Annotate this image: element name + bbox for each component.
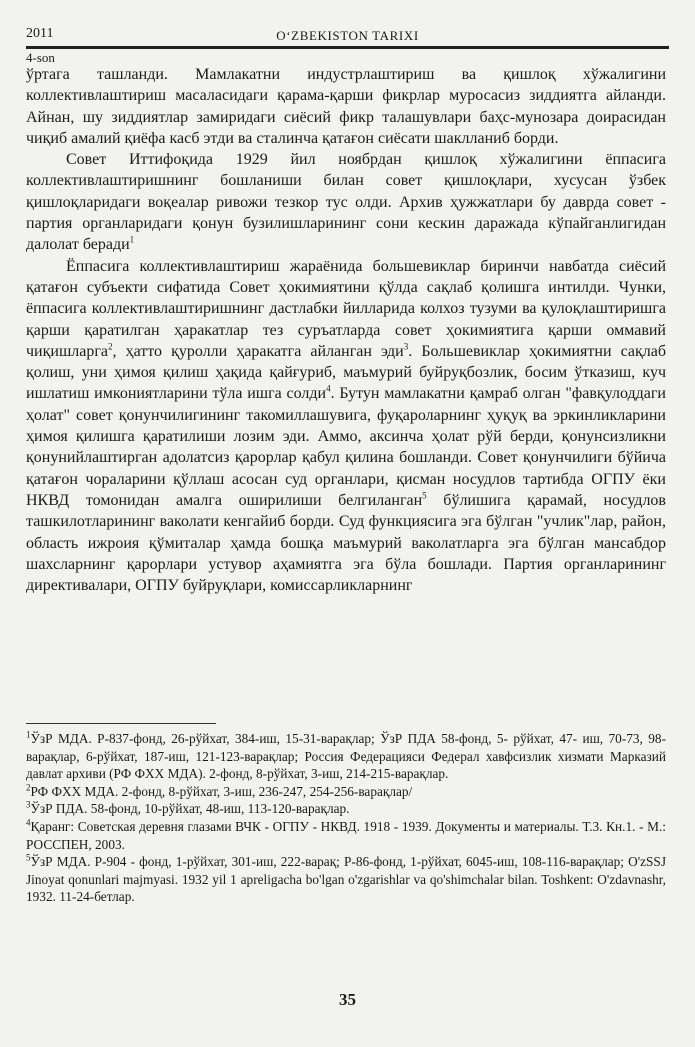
footnote: $^2$РФ ФХХ МДА. 2-фонд, 8-рўйхат, 3-иш, 236-247, 254-256-варақлар/ [26, 782, 413, 799]
running-header [26, 26, 669, 48]
header-issue: 4-son [26, 50, 55, 65]
header-year: 2011 [26, 26, 54, 41]
footnote-ref-4[interactable]: 4 [326, 384, 331, 395]
footnote: $^3$ЎзР ПДА. 58-фонд, 10-рўйхат, 48-иш, 113-120-варақлар. [26, 799, 350, 817]
paragraph-1: ўртага ташланди. Мамлакатни индустрлаштириш ва қишлоқ хўжалигини коллективлаштириш масаласидаги қарама-қарши фикрлар муросасиз зиддиятга айланди. Айнан, шу зиддиятлар замиридаги сиёсий фикр талашувлари баҳс-мунозара доирасидан чиқиб амалий қиёфа касб этди ва сталинча қатағон сиёсати шаклланиб борди. [26, 66, 666, 147]
footnote-ref-5[interactable]: 5 [422, 490, 427, 501]
footnote: $^4$Қаранг: Советская деревня глазами ВЧК - ОГПУ - НКВД. 1918 - 1939. Документы и материалы. Т.3. Кн.1. - М.: РОССПЕН, 2003. [26, 817, 666, 852]
header-rule [26, 46, 669, 49]
paragraph-3: Ёппасига коллективлаштириш жараёнида большевиклар биринчи навбатда сиёсий қатағон субъекти сифатида Совет ҳокимиятини қўлда сақлаб қолишга интилди. Чунки, ёппасига коллективлаштиришнинг дастлабки йилларида колхоз тузуми ва қулоқлаштиришга қарши қаратилган ҳаракатлар тез суръатларда совет ҳокимиятига қарши оммавий чиқишларга$^2$, ҳатто қуролли ҳаракатга айланган эди$^3$. Большевиклар ҳокимиятни сақлаб қолиш, уни ҳимоя қилиш ҳақида қайғуриб, маъмурий буйруқбозлик, босим ўтказиш, куч ишлатиш имкониятларини тўла ишга солди$^4$. Бутун мамлакатни қамраб олган "фавқулоддаги ҳолат" совет қонунчилигининг такомиллашувига, фуқароларнинг ҳуқуқ ва эркинликларини ҳимоя қилишга қаратилиши лозим эди. Аммо, аксинча ҳолат рўй берди, қонунсизликни қонунийлаштирган адолатсиз қарорлар қабул қилина бошланди. Совет қонунчилиги бўйича қатағон чораларини қўллаш асосан суд органлари, қисман носудлов тартибда ОГПУ ёки НКВД томонидан амалга оширилиши белгиланган$^5$ бўлишига қарамай, носудлов ташкилотларининг ваколати кенгайиб борди. Суд функциясига эга бўлган "учлик"лар, район, область ижроия қўмиталар ҳамда бошқа маъмурий ваколатларга эга бўлган мансабдор шахсларнинг қарорлари устувор аҳамиятга эга бўла бошлади. Партия органларининг директивалари, ОГПУ буйруқлари, комиссарликларнинг [26, 257, 666, 595]
paragraph-2: Совет Иттифоқида 1929 йил ноябрдан қишлоқ хўжалигини ёппасига коллективлаштиришнинг бошланиши билан совет қишлоқлари, хусусан ўзбек қишлоқларидаги воқеалар ривожи тезкор тус олди. Архив ҳужжатлари бу даврда совет - партия органларидаги қонун бузилишларининг сони кескин даражада кўпайганлигидан далолат беради$^1$ [26, 151, 666, 254]
header-journal-title: O‘ZBEKISTON TARIXI [276, 28, 419, 43]
footnote: $^1$ЎзР МДА. Р-837-фонд, 26-рўйхат, 384-иш, 15-31-варақлар; ЎзР ПДА 58-фонд, 5- рўйхат, 47- иш, 70-73, 98-варақлар, 6-рўйхат, 187-иш, 121-123-варақлар; Россия Федерацияси Федерал хавфсизлик хизмати Марказий давлат архиви (РФ ФХХ МДА). 2-фонд, 8-рўйхат, 3-иш, 214-215-варақлар. [26, 729, 666, 782]
article-body [26, 64, 666, 596]
footnote-ref-3[interactable]: 3 [403, 341, 409, 352]
footnotes [26, 730, 666, 906]
footnote-ref-1[interactable]: 1 [129, 235, 135, 246]
page-number: 35 [339, 990, 356, 1009]
footnote-ref-2[interactable]: 2 [108, 341, 113, 352]
footnote: $^5$ЎзР МДА. Р-904 - фонд, 1-рўйхат, 301-иш, 222-варақ; Р-86-фонд, 1-рўйхат, 6045-иш, 108-116-варақлар; O'zSSJ Jinoyat qonunlari majmyasi. 1932 yil 1 apreligacha bo'lgan o'zgarishlar va qo'shimchalar bilan. Toshkent: O'zdavnashr, 1932. 11-24-бетлар. [26, 852, 666, 905]
footnote-separator [26, 723, 216, 724]
